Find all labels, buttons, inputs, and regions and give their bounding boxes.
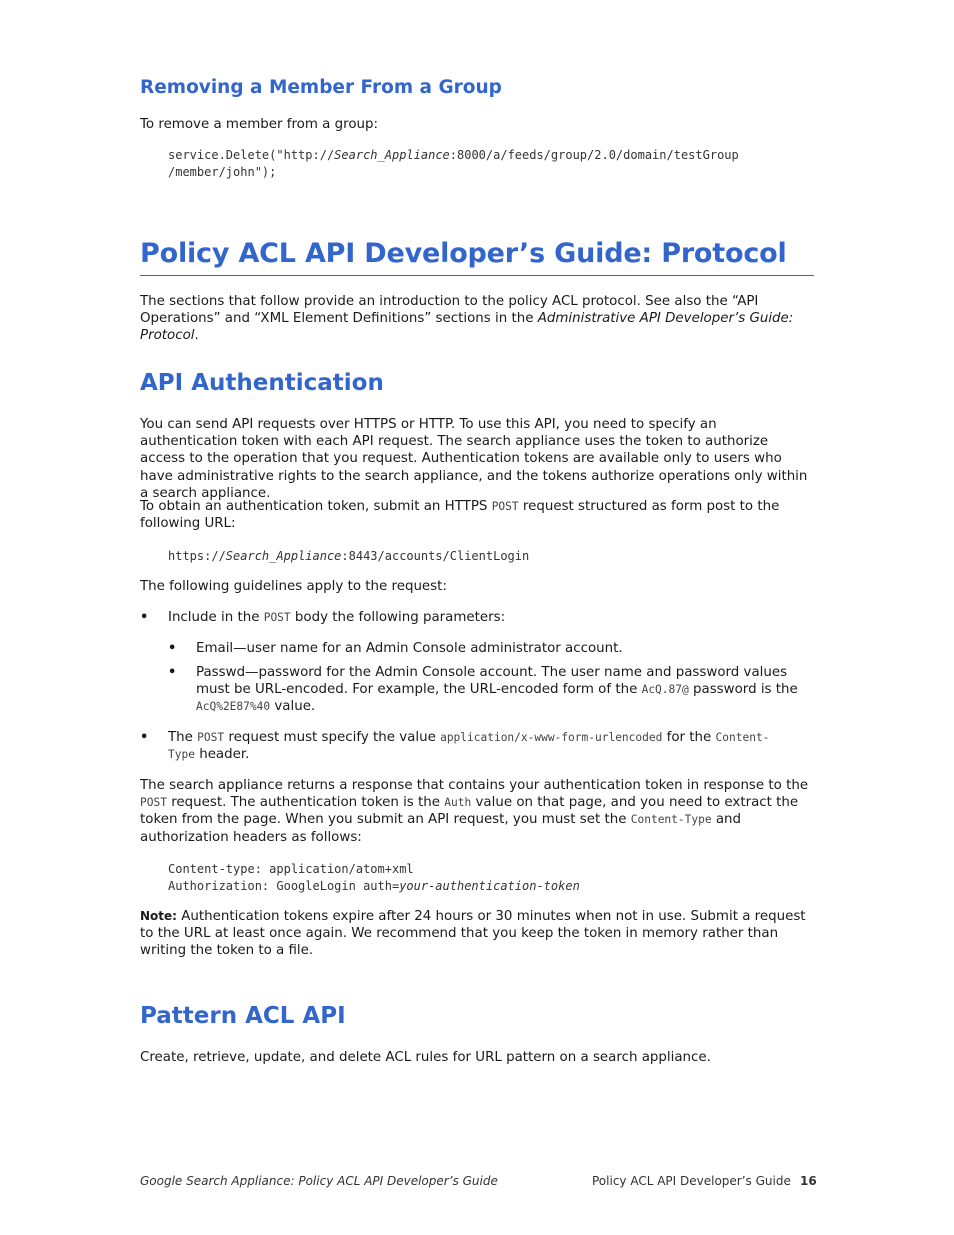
footer-page-number: 16 [800, 1174, 817, 1188]
bullet-dot: • [168, 641, 177, 656]
note-label: Note: [140, 909, 177, 923]
chapter-title: Policy ACL API Developer’s Guide: Protocol [140, 238, 787, 269]
auth-guidelines-intro: The following guidelines apply to the request: [140, 579, 447, 594]
auth-paragraph-3: The search appliance returns a response that contains your authentication token in response to the POST request. The authentication token is the Auth value on that page, and you need to extract the token from the page. When you submit an API request, you must set the Content-Type and authorization headers as follows: [140, 778, 809, 845]
footer-book-title: Google Search Appliance: Policy ACL API Developer’s Guide [140, 1174, 498, 1188]
code-client-login-url: https://Search_Appliance:8443/accounts/ClientLogin [168, 549, 530, 563]
pattern-acl-description: Create, retrieve, update, and delete ACL rules for URL pattern on a search appliance. [140, 1050, 711, 1065]
section-heading-api-authentication: API Authentication [140, 370, 384, 396]
chapter-intro: The sections that follow provide an introduction to the policy ACL protocol. See also the “API Operations” and “XML Element Definitions” sections in the Administrative API Developer’s Guide: Protocol. [140, 294, 794, 344]
bullet-dot: • [140, 730, 149, 745]
footer-guide-name: Policy ACL API Developer’s Guide [592, 1174, 791, 1188]
auth-paragraph-1: You can send API requests over HTTPS or HTTP. To use this API, you need to specify an authentication token with each API request. The search appliance uses the token to authorize access to the operation that you request. Authentication tokens are available only to users who have administrative rights to the search appliance, and the tokens authorize operations only within a search appliance. [140, 417, 808, 501]
auth-paragraph-2: To obtain an authentication token, submit an HTTPS POST request structured as form post to the following URL: [140, 499, 780, 532]
chapter-title-rule [140, 275, 814, 276]
removing-member-intro: To remove a member from a group: [140, 117, 379, 132]
bullet-dot: • [168, 665, 177, 680]
bullet-post-content-type: • The POST request must specify the value application/x-www-form-urlencoded for the Content- Type header. [140, 730, 770, 763]
sub-bullet-passwd: • Passwd—password for the Admin Console account. The user name and password values must be URL-encoded. For example, the URL-encoded form of the AcQ.87@ password is the AcQ%2E87%40 value. [168, 665, 798, 715]
sub-bullet-email: • Email—user name for an Admin Console administrator account. [168, 641, 623, 656]
section-heading-removing-member: Removing a Member From a Group [140, 77, 502, 98]
auth-note: Note: Authentication tokens expire after 24 hours or 30 minutes when not in use. Submit a request to the URL at least once again. We recommend that you keep the token in memory rather than writing the token to a file. [140, 909, 806, 959]
bullet-post-body: • Include in the POST body the following parameters: [140, 610, 506, 625]
bullet-dot: • [140, 610, 149, 625]
section-heading-pattern-acl-api: Pattern ACL API [140, 1003, 346, 1029]
code-delete-member: service.Delete("http://Search_Appliance:8000/a/feeds/group/2.0/domain/testGroup /member/john"); [168, 148, 739, 180]
code-auth-headers: Content-type: application/atom+xml Authorization: GoogleLogin auth=your-authentication-token [168, 862, 580, 894]
